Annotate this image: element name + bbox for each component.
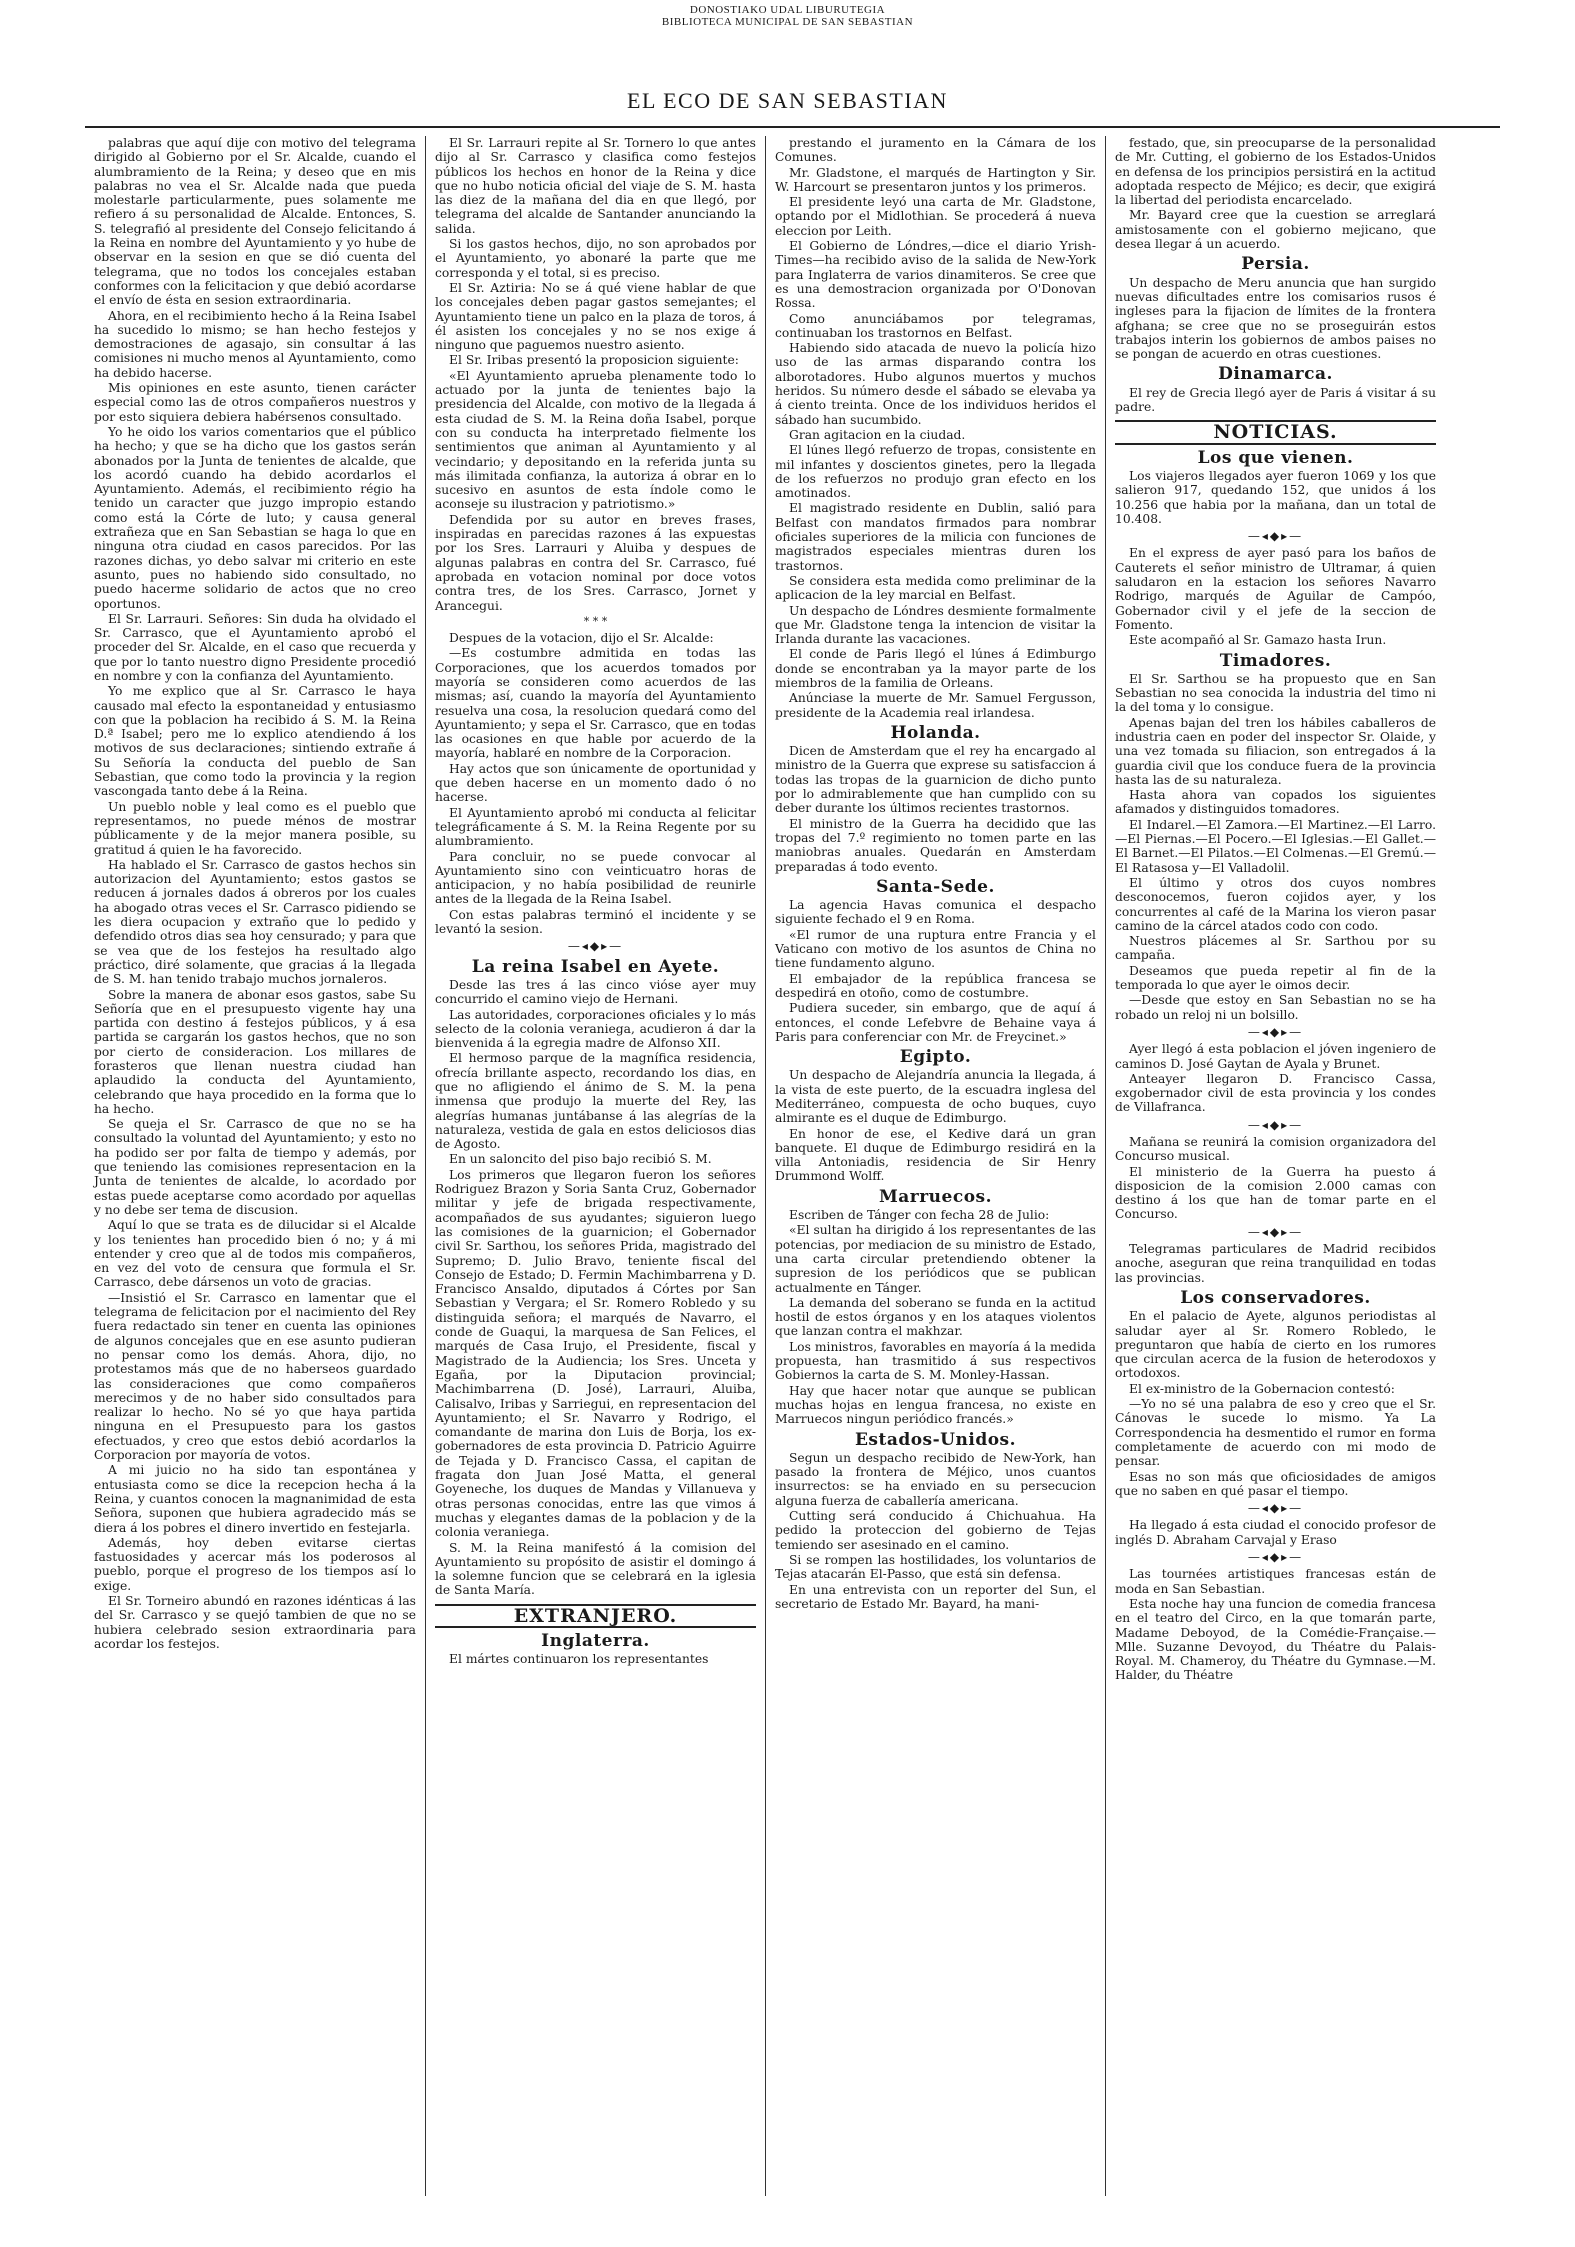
paragraph: festado, que, sin preocuparse de la personalidad de Mr. Cutting, el gobierno de los Estados-Unidos en defensa de los principios persistirá en la actitud adoptada respecto de Méjico; es decir, que exigirá la libertad del periodista encarcelado. <box>1115 136 1436 208</box>
article-heading-timadores: Timadores. <box>1219 650 1332 671</box>
column-2 <box>425 136 765 2196</box>
article-heading-viajeros: Los que vienen. <box>1197 447 1354 468</box>
paragraph: El ministerio de la Guerra ha puesto á disposicion de la comision 2.000 camas con destino á los que han de tomar parte en el Concurso. <box>1115 1164 1436 1222</box>
paragraph: Si los gastos hechos, dijo, no son aprobados por el Ayuntamiento, yo abonaré la parte que me corresponda y el total, si es preciso. <box>435 237 756 280</box>
article-heading-conservadores: Los conservadores. <box>1180 1287 1371 1308</box>
paragraph: El Ayuntamiento aprobó mi conducta al felicitar telegráficamente á S. M. la Reina Regente por su alumbramiento. <box>435 805 756 849</box>
paragraph: En el palacio de Ayete, algunos periodistas al saludar ayer al Sr. Romero Robledo, le preguntaron que había de cierto en los rumores que circulan acerca de la fusion de heterodoxos y ortodoxos. <box>1115 1309 1436 1381</box>
paragraph: El Sr. Torneiro abundó en razones idénticas á las del Sr. Carrasco y se quejó tambien de que no se hubiera celebrado sesion extraordinaria para acordar los festejos. <box>94 1593 416 1651</box>
paragraph: Dicen de Amsterdam que el rey ha encargado al ministro de la Guerra que exprese su satisfaccion á todas las tropas de la guarnicion de dicho punto por lo admirablemente que han cumplido con su deber durante los últimos recientes trastornos. <box>775 744 1096 816</box>
masthead-rule <box>85 126 1500 128</box>
article-estados-unidos <box>775 1451 1096 1611</box>
paragraph: Esas no son más que oficiosidades de amigos que no saben en qué pasar el tiempo. <box>1115 1469 1436 1498</box>
paragraph: El Sr. Larrauri. Señores: Sin duda ha olvidado el Sr. Carrasco, que el Ayuntamiento aprobó el proceder del Sr. Alcalde, en el caso que recuerda y que por lo tanto nuestro digno Presidente procedió en nombre y con la confianza del Ayuntamiento. <box>94 611 416 683</box>
library-stamp-line2: BIBLIOTECA MUNICIPAL DE SAN SEBASTIAN <box>661 16 914 28</box>
paragraph: Cutting será conducido á Chichuahua. Ha pedido la proteccion del gobierno de Tejas temiendo ser asesinado en el camino. <box>775 1509 1096 1552</box>
article-inglaterra <box>435 1652 756 1666</box>
article-heading-inglaterra: Inglaterra. <box>541 1630 650 1651</box>
paragraph: —Desde que estoy en San Sebastian no se ha robado un reloj ni un bolsillo. <box>1115 993 1436 1022</box>
paragraph: La demanda del soberano se funda en la actitud hostil de estos órganos y en los ataques violentos que lanzan contra el makhzar. <box>775 1295 1096 1339</box>
column-1 <box>85 136 425 2196</box>
paragraph: Mr. Bayard cree que la cuestion se arreglará amistosamente con el gobierno mejicano, que desea llegar á un acuerdo. <box>1115 208 1436 252</box>
article-conservadores <box>1115 1309 1436 1498</box>
paragraph: Gran agitacion en la ciudad. <box>789 427 966 442</box>
article-santa-sede <box>775 898 1096 1044</box>
paragraph: Despues de la votacion, dijo el Sr. Alcalde: <box>449 631 714 646</box>
article-heading-persia: Persia. <box>1241 254 1310 275</box>
page-columns <box>85 136 1500 2196</box>
column-3 <box>765 136 1105 2196</box>
paragraph: Escriben de Tánger con fecha 28 de Julio: <box>789 1208 1050 1223</box>
section-heading-noticias: NOTICIAS. <box>1115 420 1436 444</box>
mayor-statement <box>435 631 756 936</box>
article-persia <box>1115 276 1436 362</box>
paragraph: Hay que hacer notar que aunque se publican muchas hojas en lengua francesa, no existe en Marruecos ningun periódico francés.» <box>775 1383 1096 1427</box>
paragraph: A mi juicio no ha sido tan espontánea y entusiasta como se dice la recepcion hecha á la Reina, y cuantos conocen la magnanimidad de esta Señora, suponen que hubiera agradecido más se diera á los pobres el dinero invertido en festejarla. <box>94 1463 416 1535</box>
paragraph: En el express de ayer pasó para los baños de Cauterets el señor ministro de Ultramar, á quien saludaron en la estacion los señores Navarro Rodrigo, marqués de Aguilar de Campóo, Gobernador civil y el jefe de la seccion de Fomento. <box>1115 546 1436 632</box>
paragraph: En una entrevista con un reporter del Sun, el secretario de Estado Mr. Bayard, ha mani- <box>775 1582 1096 1611</box>
paragraph: Deseamos que pueda repetir al fin de la temporada lo que ayer le oimos decir. <box>1115 963 1436 993</box>
paragraph: El Gobierno de Lóndres,—dice el diario Yrish-Times—ha recibido aviso de la salida de New-York para Inglaterra de varios dinamiteros. Se cree que es una demostracion organizada por O'Donovan Rossa. <box>775 239 1096 311</box>
paragraph: —Es costumbre admitida en todas las Corporaciones, que los acuerdos tomados por mayoría se consideren como acuerdos de las mismas; así, cuando la mayoría del Ayuntamiento resuelva una cosa, la resolucion quedará como del Ayuntamiento; y sepa el Sr. Carrasco, que en todas las ocasiones en que hable por acuerdo de la mayoría, hablaré en nombre de la Corporacion. <box>435 646 756 761</box>
paragraph: El mártes continuaron los representantes <box>449 1652 709 1667</box>
article-heading-egipto: Egipto. <box>899 1047 972 1068</box>
paragraph: —Yo no sé una palabra de eso y creo que el Sr. Cánovas le sucede lo mismo. Ya La Correspondencia ha desmentido el rumor en forma completamente de acuerdo con mi modo de pensar. <box>1115 1397 1436 1469</box>
section-ornament: —◂◆▸— <box>567 939 624 954</box>
paragraph: Sobre la manera de abonar esos gastos, sabe Su Señoría que en el presupuesto vigente hay una partida con destino á festejos públicos, y á esa partida se cargarán los gastos hechos, que no son por cierto de consideracion. Los millares de forasteros que llenan nuestra ciudad han aplaudido la conducta del Ayuntamiento, celebrando que haya procedido en la forma que lo ha hecho. <box>94 987 416 1116</box>
paragraph: El Indarel.—El Zamora.—El Martinez.—El Larro.—El Piernas.—El Pocero.—El Iglesias.—El Gallet.—El Barnet.—El Pilatos.—El Colmenas.—El Gremú.—El Ratasosa y—El Valladolil. <box>1115 817 1436 875</box>
paragraph: «El Ayuntamiento aprueba plenamente todo lo actuado por la junta de tenientes bajo la presidencia del Alcalde, con motivo de la llegada á esta ciudad de S. M. la Reina doña Isabel, porque con su conducta ha interpretado fielmente los sentimientos que animan al Ayuntamiento y al vecindario; y depositando en la referida junta su más ilimitada confianza, la autoriza á obrar en lo sucesivo en asuntos de esta índole como le aconseje su ilustracion y patriotismo.» <box>435 368 756 512</box>
paragraph: Un pueblo noble y leal como es el pueblo que representamos, no puede ménos de mostrar públicamente y de la mejor manera posible, su gratitud á quien le ha favorecido. <box>94 799 416 857</box>
paragraph: Nuestros plácemes al Sr. Sarthou por su campaña. <box>1115 934 1436 963</box>
paragraph: En un saloncito del piso bajo recibió S. M. <box>449 1152 712 1167</box>
news-item-telegramas <box>1115 1242 1436 1285</box>
paragraph: Defendida por su autor en breves frases, inspiradas en parecidas razones á las expuestas por los Sres. Larrauri y Aluiba y despues de algunas palabras en contra del Sr. Carrasco, fué aprobada en votacion nominal por doce votos contra tres, de los Sres. Carrasco, Jornet y Arancegui. <box>435 512 756 613</box>
paragraph: El embajador de la república francesa se despedirá en otoño, como de costumbre. <box>775 971 1096 1000</box>
section-ornament: —◂◆▸— <box>1247 1550 1304 1565</box>
paragraph: Hay actos que son únicamente de oportunidad y que deben hacerse en un momento dado ó no hacerse. <box>435 761 756 805</box>
article-heading-holanda: Holanda. <box>890 722 981 743</box>
article-inglaterra-cont <box>775 136 1096 720</box>
article-viajeros <box>1115 469 1436 526</box>
article-egipto <box>775 1068 1096 1183</box>
library-stamp <box>0 4 1575 28</box>
article-timadores <box>1115 672 1436 1022</box>
paragraph: El magistrado residente en Dublin, salió para Belfast con mandatos firmados para nombrar oficiales superiores de la milicia con funciones de magistrados especiales mientras duren los trastornos. <box>775 501 1096 573</box>
paragraph: En honor de ese, el Kedive dará un gran banquete. El duque de Edimburgo residirá en la villa Antoniadis, residencia de Sir Henry Drummond Wolff. <box>775 1126 1096 1184</box>
paragraph: Como anunciábamos por telegramas, continuaban los trastornos en Belfast. <box>775 311 1096 340</box>
paragraph: Un despacho de Alejandría anuncia la llegada, á la vista de este puerto, de la escuadra inglesa del Mediterráneo, compuesta de ocho buques, cuyo almirante es el duque de Edimburgo. <box>775 1068 1096 1126</box>
paragraph: Telegramas particulares de Madrid recibidos anoche, aseguran que reina tranquilidad en todas las provincias. <box>1115 1242 1436 1285</box>
article-reina <box>435 978 756 1598</box>
paragraph: Con estas palabras terminó el incidente y se levantó la sesion. <box>435 907 756 937</box>
paragraph: El Sr. Larrauri repite al Sr. Tornero lo que antes dijo al Sr. Carrasco y clasifica como festejos públicos los hechos en honor de la Reina y dice que no hubo noticia oficial del viaje de S. M. hasta las diez de la mañana del dia en que llegó, por telegrama del alcalde de Santander anunciando la salida. <box>435 136 756 236</box>
paragraph: El hermoso parque de la magnífica residencia, ofrecía brillante aspecto, recordando los dias, en que no afligiendo el ánimo de S. M. la pena inmensa que produjo la muerte del Rey, las alegrías humanas juntábanse á las alegrías de la naturaleza, vestida de gala en estos deliciosos dias de Agosto. <box>435 1051 756 1152</box>
paragraph: Un despacho de Lóndres desmiente formalmente que Mr. Gladstone tenga la intencion de visitar la Irlanda durante las vacaciones. <box>775 603 1096 647</box>
paragraph: Para concluir, no se puede convocar al Ayuntamiento sino con veinticuatro horas de anticipacion, y no había posibilidad de reunirle antes de la llegada de la Reina Isabel. <box>435 849 756 907</box>
section-heading-extranjero: EXTRANJERO. <box>435 1604 756 1628</box>
section-ornament: —◂◆▸— <box>1247 1024 1304 1039</box>
paragraph: Desde las tres á las cinco vióse ayer muy concurrido el camino viejo de Hernani. <box>435 977 756 1007</box>
article-heading-marruecos: Marruecos. <box>878 1186 993 1207</box>
news-item-arrivals <box>1115 1042 1436 1114</box>
article-heading-dinamarca: Dinamarca. <box>1218 364 1333 385</box>
paragraph: El ministro de la Guerra ha decidido que las tropas del 7.º regimiento no tomen parte en las maniobras anuales. Quedarán en Amsterdam preparadas á todo evento. <box>775 816 1096 874</box>
newspaper-masthead: EL ECO DE SAN SEBASTIAN <box>627 88 948 113</box>
paragraph: Habiendo sido atacada de nuevo la policía hizo uso de las armas disparando contra los alborotadores. Hubo algunos muertos y muchos heridos. Su número desde el sábado se elevaba ya á ciento treinta. Once de los individuos heridos el sábado han sucumbido. <box>775 341 1096 427</box>
paragraph: Pudiera suceder, sin embargo, que de aquí á entonces, el conde Lefebvre de Behaine vaya á Paris para conferenciar con Mr. de Freycinet.» <box>775 1001 1096 1044</box>
paragraph: Se considera esta medida como preliminar de la aplicacion de la ley marcial en Belfast. <box>775 573 1096 603</box>
paragraph: Los primeros que llegaron fueron los señores Rodriguez Brazon y Soria Santa Cruz, Gobernador militar y jefe de brigada respectivamente, acompañados de sus ayudantes; siguieron luego las comisiones de la guarnicion; el Gobernador civil Sr. Sarthou, los señores Prida, magistrado del Supremo; D. Julio Bravo, teniente fiscal del Consejo de Estado; D. Fermin Machimbarrena y D. Francisco Ansaldo, diputados á Córtes por San Sebastian y Vergara; el Sr. Romero Robledo y su distinguida señora; el marqués de Navarro, el conde de Guaqui, la marquesa de San Felices, el marqués de Casa Irujo, el Presidente, fiscal y Magistrado de la Audiencia; los Sres. Unceta y Egaña, por la Diputacion provincial; Machimbarrena (D. José), Larrauri, Aluiba, Calisalvo, Iribas y Sarriegui, en representacion del Ayuntamiento; el Sr. Navarro y Rodrigo, el comandante de marina don Luis de Borja, los ex-gobernadores de esta provincia D. Patricio Aguirre de Tejada y D. Francisco Cassa, el capitan de fragata don Juan José Matta, el general Goyeneche, los duques de Mandas y Villanueva y otras personas conocidas, entre las que vimos á muchas y elegantes damas de la poblacion y de la colonia veraniega. <box>435 1167 756 1540</box>
paragraph: La agencia Havas comunica el despacho siguiente fechado el 9 en Roma. <box>775 898 1096 927</box>
paragraph: El presidente leyó una carta de Mr. Gladstone, optando por el Midlothian. Se procederá á nueva eleccion por Leith. <box>775 195 1096 238</box>
article-tournees <box>1115 1567 1436 1682</box>
article-heading-estados-unidos: Estados-Unidos. <box>854 1429 1017 1450</box>
news-item-concurso <box>1115 1135 1436 1222</box>
paragraph: Mañana se reunirá la comision organizadora del Concurso musical. <box>1115 1135 1436 1164</box>
paragraph: El conde de Paris llegó el lúnes á Edimburgo donde se encontraban ya la mayor parte de los miembros de la familia de Orleans. <box>775 647 1096 690</box>
paragraph: Yo he oido los varios comentarios que el público ha hecho; y que se ha dicho que los gastos serán abonados por la Junta de tenientes de alcalde, que los acordó cuando ha debido acordarlos el Ayuntamiento. Además, el recibimiento régio ha tenido un caracter que juzgo impropio estando como está la Córte de luto; y causa general extrañeza que en San Sebastian se haga lo que en ninguna otra ciudad en casos parecidos. Por las razones dichas, yo debo salvar mi criterio en este asunto, pues no habiendo sido consultado, no puedo hacerme solidario de actos que no creo oportunos. <box>94 424 416 611</box>
paragraph: Los viajeros llegados ayer fueron 1069 y los que salieron 917, quedando 152, que unidos á los 10.256 que habia por la mañana, dan un total de 10.408. <box>1115 468 1436 526</box>
paragraph: Los ministros, favorables en mayoría á la medida propuesta, han trasmitido á sus respectivos Gobiernos la carta de S. M. Monley-Hassan. <box>775 1339 1096 1383</box>
article-estados-unidos-cont <box>1115 136 1436 251</box>
article-heading-santa-sede: Santa-Sede. <box>876 876 995 897</box>
news-item-profesor <box>1115 1518 1436 1547</box>
paragraph: S. M. la Reina manifestó á la comision del Ayuntamiento su propósito de asistir el domingo á la solemne funcion que se celebrará en la iglesia de Santa María. <box>435 1540 756 1598</box>
paragraph: —Insistió el Sr. Carrasco en lamentar que el telegrama de felicitacion por el nacimiento del Rey fuera redactado sin tener en cuenta las opiniones de algunos concejales que en ese asunto pudieran no pensar como los demás. Ahora, dijo, no protestamos más que de no haberseos guardado las consideraciones que como compañeros merecimos y de no haber sido consultados para realizar lo hecho. No sé yo que haya partida ninguna en el Presupuesto para los gastos efectuados, y creo que estos debió acordarlos la Corporacion por mayoría de votos. <box>94 1290 416 1463</box>
library-stamp-line1: DONOSTIAKO UDAL LIBURUTEGIA <box>689 4 886 16</box>
paragraph: Esta noche hay una funcion de comedia francesa en el teatro del Circo, en la que tomarán parte, Madame Deboyod, de la Comédie-Française.—Mlle. Suzanne Devoyod, du Théatre du Palais-Royal. M. Chameroy, du Théatre du Gymnase.—M. Halder, du Théatre <box>1115 1596 1436 1683</box>
paragraph: El ex-ministro de la Gobernacion contestó: <box>1129 1381 1395 1396</box>
section-ornament: —◂◆▸— <box>1247 529 1304 544</box>
article-holanda <box>775 744 1096 874</box>
paragraph: El último y otros dos cuyos nombres desconocemos, fueron cojidos ayer, y los concurrentes al café de la Marina los vieron pasar camino de la cárcel atados codo con codo. <box>1115 875 1436 933</box>
paragraph: El Sr. Iribas presentó la proposicion siguiente: <box>449 353 739 368</box>
section-ornament: —◂◆▸— <box>1247 1501 1304 1516</box>
paragraph: Las tournées artistiques francesas están de moda en San Sebastian. <box>1115 1567 1436 1596</box>
article-express <box>1115 546 1436 647</box>
paragraph: Se queja el Sr. Carrasco de que no se ha consultado la voluntad del Ayuntamiento; y esto no ha podido ser por falta de tiempo y además, por que teniendo las comisiones representacion en la Junta de tenientes de alcalde, lo acordado por estas puede aceptarse como acordado por aquellas y no debe ser tema de discusion. <box>94 1117 416 1217</box>
paragraph: Ahora, en el recibimiento hecho á la Reina Isabel ha sucedido lo mismo; se han hecho festejos y demostraciones de agasajo, sin consultar á las comisiones ni mucho menos al Ayuntamiento, como ha debido hacerse. <box>94 308 416 380</box>
article-heading-reina: La reina Isabel en Ayete. <box>471 956 720 977</box>
article-dinamarca <box>1115 386 1436 415</box>
paragraph: Las autoridades, corporaciones oficiales y lo más selecto de la colonia veraniega, acudieron á dar la bienvenida á la egregia madre de Alfonso XII. <box>435 1007 756 1051</box>
paragraph: El rey de Grecia llegó ayer de Paris á visitar á su padre. <box>1115 385 1436 415</box>
paragraph: Segun un despacho recibido de New-York, han pasado la frontera de Méjico, unos cuantos insurrectos: se ha enviado en su persecucion alguna fuerza de caballería americana. <box>775 1450 1096 1508</box>
article-marruecos <box>775 1208 1096 1426</box>
paragraph: Ha hablado el Sr. Carrasco de gastos hechos sin autorizacion del Ayuntamiento; estos gastos se reducen á jornales dados á obreros por los cuales ha abogado otras veces el Sr. Carrasco pidiendo se les diera ocupacion y extraño que lo pedido y defendido otros dias sea hoy censurado; y para que se vea que de los festejos ha resultado algo práctico, diré solamente, que gracias á la llegada de S. M. han tenido trabajo muchos jornaleros. <box>94 857 416 987</box>
paragraph: palabras que aquí dije con motivo del telegrama dirigido al Gobierno por el Sr. Alcalde, cuando el alumbramiento de la Reina; y deseo que en mis palabras no vea el Sr. Alcalde nada que pueda molestarle particularmente, pues solamente me refiero á su personalidad de Alcalde. Entonces, S. S. telegrafió al presidente del Consejo felicitando á la Reina en nombre del Ayuntamiento y yo hube de observar en la sesion en que se dió cuenta del telegrama, que no todos los concejales estaban conformes con la felicitacion y que debió acordarse el envío de ésta en sesion extraordinaria. <box>94 136 416 308</box>
paragraph: Mis opiniones en este asunto, tienen carácter especial como las de otros compañeros nuestros y por esto siquiera debiera habérsenos consultado. <box>94 381 416 424</box>
paragraph: Aquí lo que se trata es de dilucidar si el Alcalde y los tenientes han procedido bien ó no; y á mi entender y creo que al de todos mis compañeros, en vez del voto de censura que formula el Sr. Carrasco, debe dársenos un voto de gracias. <box>94 1218 416 1290</box>
paragraph: Si se rompen las hostilidades, los voluntarios de Tejas atacarán El-Passo, que está sin defensa. <box>775 1552 1096 1582</box>
section-ornament: —◂◆▸— <box>1247 1224 1304 1239</box>
paragraph: prestando el juramento en la Cámara de los Comunes. <box>775 136 1096 165</box>
paragraph: Un despacho de Meru anuncia que han surgido nuevas dificultades entre los comisarios rusos é ingleses para la fijacion de límites de la frontera afghana; se cree que no se proseguirán estos trabajos interin los gobiernos de ambos paises no se pongan de acuerdo en otras cuestiones. <box>1115 275 1436 362</box>
paragraph: Además, hoy deben evitarse ciertas fastuosidades y acercar más los poderosos al pueblo, porque el progreso de los tiempos así lo exige. <box>94 1535 416 1593</box>
paragraph: «El rumor de una ruptura entre Francia y el Vaticano con motivo de los asuntos de China no tiene fundamento alguno. <box>775 927 1096 971</box>
column-4 <box>1105 136 1445 2196</box>
section-stars: * * * <box>583 614 608 628</box>
paragraph: El Sr. Aztiria: No se á qué viene hablar de que los concejales deben pagar gastos semejantes; el Ayuntamiento tiene un palco en la plaza de toros, á él asisten los concejales y no se nos exige á ninguno que paguemos nuestro asiento. <box>435 280 756 353</box>
paragraph: «El sultan ha dirigido á los representantes de las potencias, por mediacion de su ministro de Estado, una carta circular pretendiendo obtener la supresion de los periódicos que se publican actualmente en Tánger. <box>775 1223 1096 1295</box>
paragraph: Ayer llegó á esta poblacion el jóven ingeniero de caminos D. José Gaytan de Ayala y Brunet. <box>1115 1042 1436 1071</box>
paragraph: Apenas bajan del tren los hábiles caballeros de industria caen en poder del inspector Sr. Olaide, y una vez tomada su filiacion, son entregados á la guardia civil que los conduce fuera de la provincia hasta las de su naturaleza. <box>1115 715 1436 787</box>
paragraph: El Sr. Sarthou se ha propuesto que en San Sebastian no sea conocida la industria del timo ni la del toma y lo consigue. <box>1115 671 1436 715</box>
council-debate-continued <box>435 136 756 613</box>
paragraph: Anteayer llegaron D. Francisco Cassa, exgobernador civil de esta provincia y los condes de Villafranca. <box>1115 1071 1436 1115</box>
paragraph: El lúnes llegó refuerzo de tropas, consistente en mil infantes y doscientos ginetes, pero la llegada de los refuerzos no produjo gran efecto en los amotinados. <box>775 443 1096 501</box>
paragraph: Este acompañó al Sr. Gamazo hasta Irun. <box>1129 633 1387 648</box>
paragraph: Yo me explico que al Sr. Carrasco le haya causado mal efecto la espontaneidad y entusiasmo con que la poblacion ha recibido á S. M. la Reina D.ª Isabel; pero me lo explico atendiendo á los motivos de sus declaraciones; sintiendo extrañe á Su Señoría la conducta del pueblo de San Sebastian, que como todo la provincia y la region vascongada tanto debe á la Reina. <box>94 684 416 799</box>
paragraph: Ha llegado á esta ciudad el conocido profesor de inglés D. Abraham Carvajal y Eraso <box>1115 1518 1436 1547</box>
section-ornament: —◂◆▸— <box>1247 1117 1304 1132</box>
paragraph: Mr. Gladstone, el marqués de Hartington y Sir. W. Harcourt se presentaron juntos y los primeros. <box>775 165 1096 194</box>
paragraph: Anúnciase la muerte de Mr. Samuel Fergusson, presidente de la Academia real irlandesa. <box>775 691 1096 720</box>
paragraph: Hasta ahora van copados los siguientes afamados y distinguidos tomadores. <box>1115 788 1436 817</box>
